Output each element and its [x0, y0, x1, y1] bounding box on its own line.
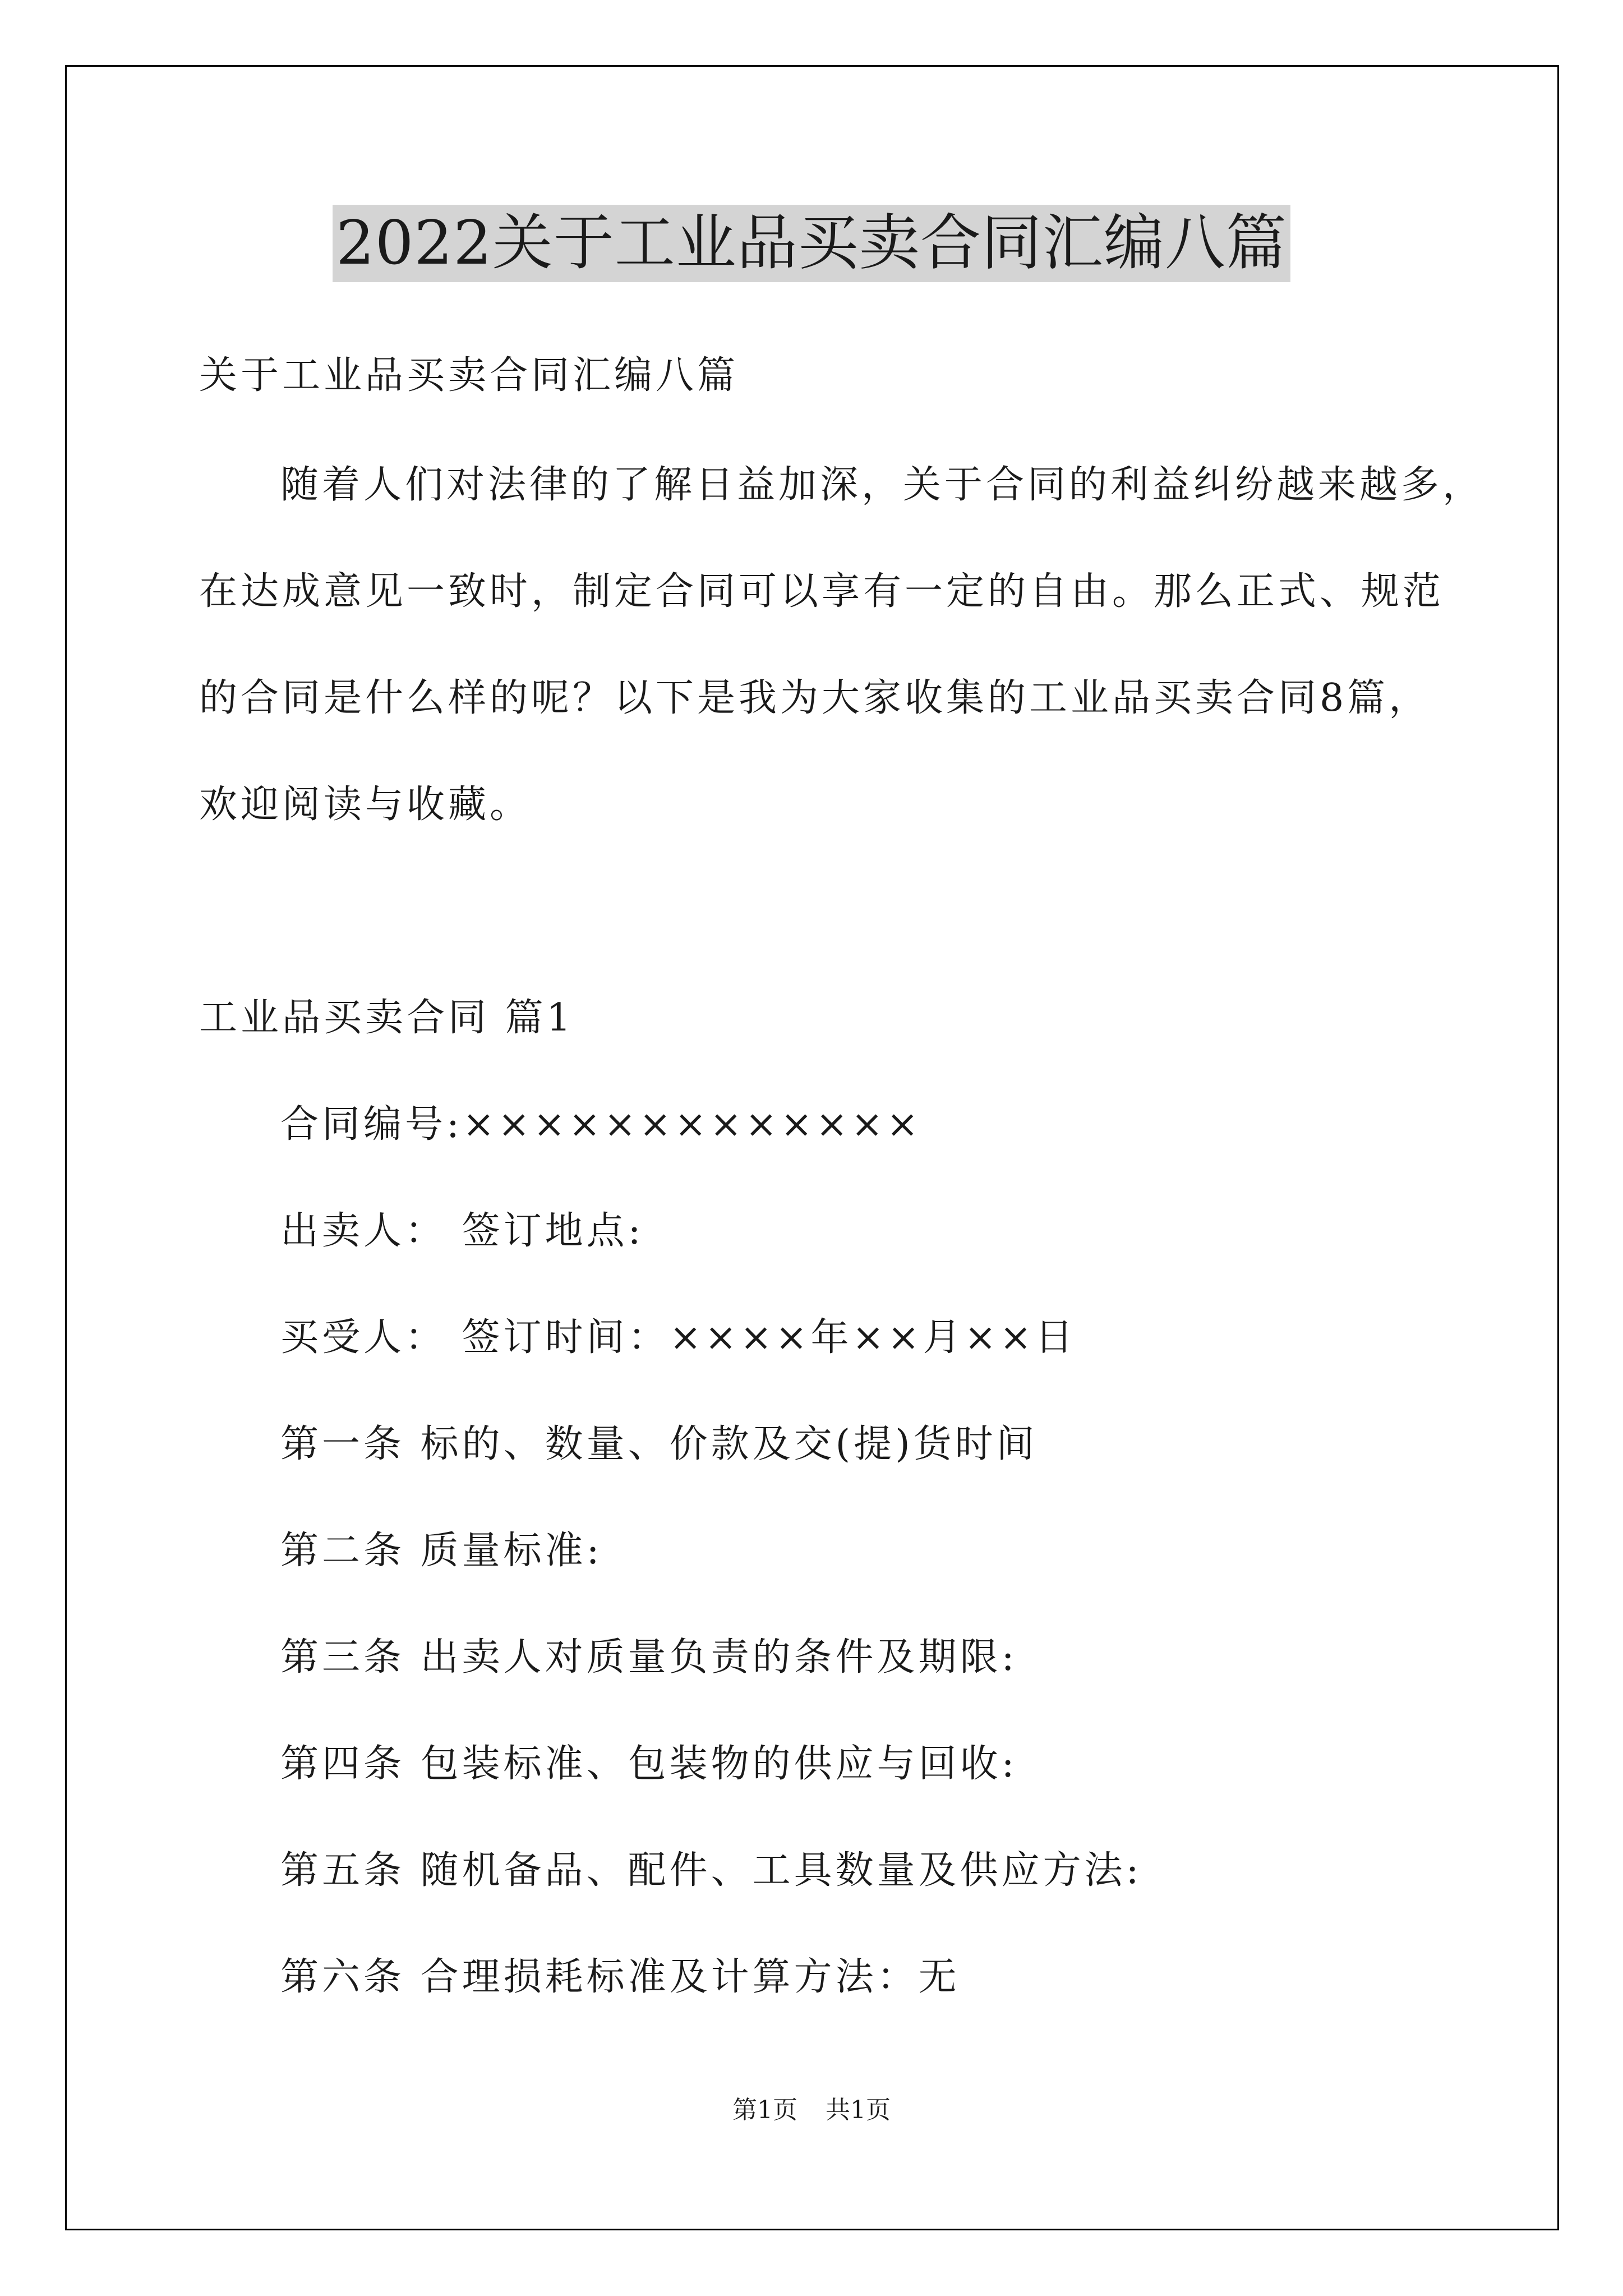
- intro-line-4: 欢迎阅读与收藏。: [199, 783, 532, 827]
- title-container: [0, 205, 1623, 282]
- seller-line: 出卖人： 签订地点:: [280, 1209, 644, 1253]
- intro-line-1: 随着人们对法律的了解日益加深，关于合同的利益纠纷越来越多，: [280, 463, 1484, 507]
- article-2: 第二条 质量标准:: [280, 1529, 603, 1573]
- article-6: 第六条 合理损耗标准及计算方法：无: [280, 1955, 960, 1999]
- page-footer: [0, 2093, 1623, 2127]
- article-1: 第一条 标的、数量、价款及交(提)货时间: [280, 1422, 1038, 1466]
- intro-line-3: 的合同是什么样的呢？以下是我为大家收集的工业品买卖合同8篇，: [199, 676, 1431, 720]
- contract-number-line: 合同编号:×××××××××××××: [280, 1102, 922, 1147]
- article-3: 第三条 出卖人对质量负责的条件及期限:: [280, 1635, 1018, 1680]
- document-subtitle: 关于工业品买卖合同汇编八篇: [199, 353, 739, 398]
- page-total: 共1页: [826, 2096, 891, 2124]
- intro-line-2: 在达成意见一致时，制定合同可以享有一定的自由。那么正式、规范: [199, 569, 1445, 614]
- document-title: 2022关于工业品买卖合同汇编八篇: [333, 205, 1290, 282]
- article-5: 第五条 随机备品、配件、工具数量及供应方法:: [280, 1848, 1142, 1893]
- article-4: 第四条 包装标准、包装物的供应与回收:: [280, 1742, 1018, 1786]
- buyer-line: 买受人： 签订时间：××××年××月××日: [280, 1315, 1077, 1360]
- section-heading: 工业品买卖合同 篇1: [199, 996, 574, 1040]
- page-number: 第1页: [732, 2096, 797, 2124]
